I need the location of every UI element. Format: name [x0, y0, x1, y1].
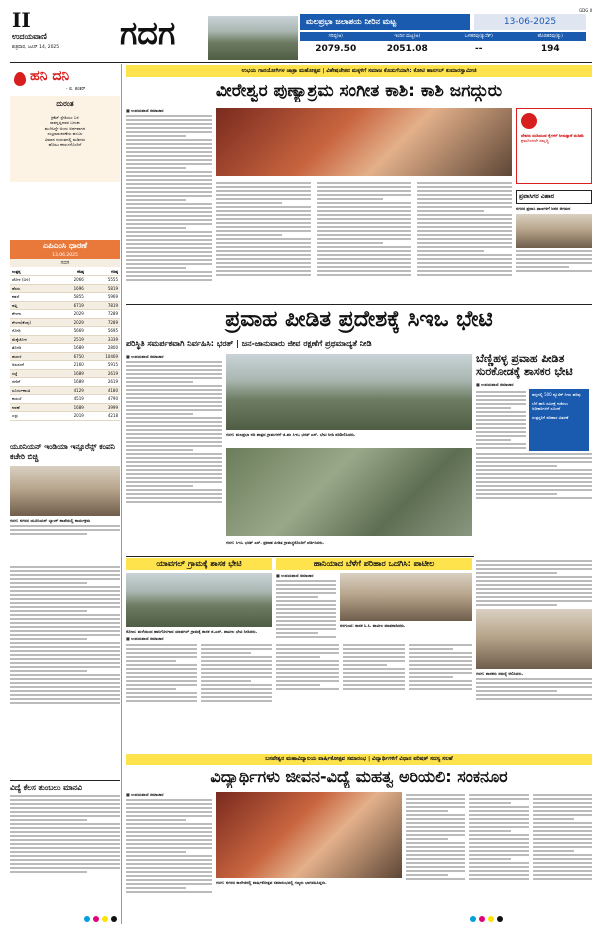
education-photo [216, 792, 402, 878]
flood-col1 [126, 354, 222, 554]
apmc-max-price: 5819 [86, 284, 120, 293]
apmc-commodity: ಗೋಧಿ [10, 327, 57, 336]
education-caption: ಗದಗ: ನಗರದ ಕಾಲೇಜಿನಲ್ಲಿ ವಾರ್ಷಿಕೋತ್ಸವ ಸಮಾರಂಭದಲ್ಲಿ ಗಣ್ಯರು ಭಾಗವಹಿಸಿದ್ದರು. [216, 880, 327, 885]
apmc-max-price: 3999 [86, 403, 120, 412]
factbox-item: ಬೆಳೆ ಹಾನಿ ಸಮೀಕ್ಷೆ ನಡೆಸಲು ಅಧಿಕಾರಿಗಳಿಗೆ ಸೂಚನೆ [532, 400, 569, 412]
reservoir-panel [300, 8, 592, 62]
masthead-divider [10, 62, 592, 63]
apmc-commodity: ಹತ್ತಿ [10, 301, 57, 310]
apmc-min-price: 5855 [57, 293, 86, 302]
top-story-body [216, 180, 512, 300]
reservoir-value: -- [475, 44, 483, 54]
apmc-max-price: 4790 [86, 395, 120, 404]
apmc-max-price: 2619 [86, 378, 120, 387]
apmc-max-price: 4218 [86, 412, 120, 421]
union-bank-headline: ಯೂನಿಯನ್ ಇಂಡಿಯಾ ಇನ್ಸೂರೆನ್ಸ್ ಕಂಪನಿ ಕಚೇರಿ ಬಿಚ್ಚಿ [10, 442, 115, 461]
apmc-row [10, 378, 120, 387]
apmc-title: ಎಪಿಎಂಸಿ ಧಾರಣೆ [10, 240, 120, 252]
yavagal-photo [126, 573, 272, 627]
apmc-commodity: ತೊಗರಿ [10, 344, 57, 353]
factbox-item: ಹಳ್ಳದಲ್ಲಿ 500 ಕ್ಯೂಸೆಕ್ ನೀರು ಹರಿವು [532, 392, 581, 398]
brief-text: ನಗರದ ಪ್ರವಾಸಿ ತಾಣಗಳಿಗೆ ಜನರ ಆಗಮನ [516, 206, 571, 211]
education-headline: ವಿದ್ಯಾರ್ಥಿಗಳು ಜೀವನ-ವಿದ್ಯೆ ಮಹತ್ವ ಅರಿಯಲಿ: ಸಂಕನೂರ [210, 767, 508, 786]
apmc-row [10, 335, 120, 344]
union-bank-article [10, 442, 120, 562]
apmc-commodity: ಸೂರ್ಯಕಾಂತಿ [10, 386, 57, 395]
top-story-headline: ವೀರೇಶ್ವರ ಪುಣ್ಯಾಶ್ರಮ ಸಂಗೀತ ಕಾಶಿ: ಕಾಶಿ ಜಗದ್ಗುರು [215, 81, 503, 101]
top-story-byline: ■ ಉದಯವಾಣಿ ಸಮಾಚಾರ [126, 108, 164, 113]
apmc-row [10, 369, 120, 378]
apmc-row [10, 403, 120, 412]
reservoir-value: 2051.08 [386, 44, 428, 54]
apmc-table [10, 267, 120, 421]
apmc-max-price: 2800 [86, 344, 120, 353]
apmc-max-price: 10469 [86, 352, 120, 361]
patil-headline: ಹಾನಿಯಾದ ಬೆಳೆಗೆ ಪರಿಹಾರ ಒದಗಿಸಿ: ಪಾಟೀಲ [276, 558, 472, 570]
vidya-article [10, 780, 120, 920]
page-code: GDG II [579, 8, 592, 13]
yavagal-caption: ರೋಣ: ಮಳೆಯಿಂದ ಹಾನಿಗೊಳಗಾದ ಯಾವಗಲ್ ಗ್ರಾಮಕ್ಕೆ ಶಾಸಕ ಜಿ.ಎಸ್. ಪಾಟೀಲ ಭೇಟಿ ನೀಡಿದರು. [126, 629, 258, 634]
apmc-header: ಗರಿಷ್ಠ [86, 267, 120, 276]
patil-photo-2 [476, 609, 592, 669]
apmc-header: ಉತ್ಪನ್ನ [10, 267, 57, 276]
paper-name: ಉದಯವಾಣಿ [12, 32, 47, 41]
bennihalla-factbox [529, 389, 589, 451]
ad-box [516, 108, 592, 184]
reservoir-value-row [300, 42, 586, 56]
hani-dani-author: - ಬಿ. ಶಂಕರ್ [66, 87, 86, 92]
apmc-row [10, 386, 120, 395]
reservoir-header: ಗರಿಷ್ಠ(ಅ) [328, 34, 343, 39]
quote-line: ಸಾವನ್ನಪ್ಪಿದವರ ಬದುಕು [50, 120, 80, 126]
apmc-row [10, 318, 120, 327]
apmc-min-price: 6750 [57, 352, 86, 361]
apmc-min-price: 6719 [57, 301, 86, 310]
apmc-row [10, 293, 120, 302]
patil-byline: ■ ಉದಯವಾಣಿ ಸಮಾಚಾರ [276, 573, 314, 578]
apmc-commodity: ಕುಸುಬೆ [10, 395, 57, 404]
quote-line: ಹೊರಟ ಕನಸುಗಳೊಂದಿಗೆ [48, 142, 82, 148]
apmc-date: 13.06.2025 [10, 252, 120, 259]
apmc-min-price: 2519 [57, 335, 86, 344]
apmc-commodity: ಮೆಕ್ಕೆಜೋಳ [10, 335, 57, 344]
apmc-row [10, 301, 120, 310]
reservoir-photo [208, 16, 298, 60]
flood-photo-1 [226, 354, 472, 430]
patil-photo [340, 573, 472, 621]
sidebar [10, 64, 122, 924]
apmc-min-price: 2066 [57, 276, 86, 285]
hani-dani-box [10, 66, 120, 94]
apmc-row [10, 276, 120, 285]
drop-icon [14, 72, 26, 86]
masthead [10, 8, 592, 62]
factbox-item: ಸಂತ್ರಸ್ತರಿಗೆ ಪರಿಹಾರ ವಿತರಣೆ [532, 414, 569, 420]
reservoir-value: 194 [540, 44, 560, 54]
reservoir-header: ಹೊರಹರಿವು(ಕ್ಯು) [537, 34, 563, 39]
apmc-row [10, 395, 120, 404]
apmc-row [10, 310, 120, 319]
union-bank-subhead: ಗದಗ: ನಗರದ ಯೂನಿಯನ್ ಬ್ಯಾಂಕ್ ಶಾಖೆಯಲ್ಲಿ ಕಾರ್ಯಕ್ರಮ [10, 518, 91, 523]
apmc-min-price: 1689 [57, 378, 86, 387]
apmc-max-price: 5915 [86, 361, 120, 370]
apmc-min-price: 2029 [57, 310, 86, 319]
registration-marks-right [470, 916, 503, 922]
reservoir-title: ಮಲಪ್ರಭಾ ಜಲಾಶಯ ನೀರಿನ ಮಟ್ಟ [300, 14, 470, 30]
apmc-max-price: 5695 [86, 327, 120, 336]
ad-line: ದೇವರು ದುಡಿಯುವ ಕೈಗಳಿಗೆ ನೀಡುತ್ತಾನೆ ದುಡಿಮೆ [521, 133, 585, 138]
quote-heading: ದುರಂತ [56, 100, 74, 108]
apmc-commodity: ಅಲಸಂದೆ [10, 361, 57, 370]
apmc-commodity: ಸಜ್ಜೆ [10, 369, 57, 378]
apmc-row [10, 412, 120, 421]
page-number: II [12, 8, 31, 32]
yavagal-article [126, 558, 272, 748]
middle-rule [126, 556, 474, 557]
apmc-min-price: 2019 [57, 412, 86, 421]
yavagal-byline: ■ ಉದಯವಾಣಿ ಸಮಾಚಾರ [126, 636, 164, 642]
ad-emblem-icon [521, 113, 537, 129]
apmc-max-price: 2619 [86, 369, 120, 378]
top-story-photo [216, 108, 512, 176]
brief-title: ಪ್ರವಾಸಿಗರ ವಿಹಾರ [516, 190, 592, 204]
apmc-min-price: 2029 [57, 318, 86, 327]
apmc-commodity: ಶೇಂಗಾ [10, 310, 57, 319]
apmc-row [10, 361, 120, 370]
apmc-box [10, 240, 120, 436]
education-body [406, 792, 592, 918]
quote-box [10, 96, 120, 182]
flood-photo-2 [226, 448, 472, 536]
quote-line: ಕ್ರಿಕೆಟ್ ಸ್ಟೇಡಿಯಂ ಬಳಿ [51, 115, 79, 120]
apmc-row [10, 284, 120, 293]
apmc-row [10, 352, 120, 361]
hani-dani-title: ಹನಿ ದನಿ [30, 68, 70, 84]
brief-box [516, 190, 592, 300]
apmc-commodity: ಶೇಂಗಾ(ಕೆಂಪು) [10, 318, 57, 327]
apmc-max-price: 5555 [86, 276, 120, 285]
apmc-max-price: 3339 [86, 335, 120, 344]
bennihalla-article [476, 352, 592, 552]
apmc-max-price: 7289 [86, 310, 120, 319]
reservoir-header: ಒಳಹರಿವು(ಕ್ಯುಸೆಕ್) [464, 34, 493, 39]
city-title: ಗದಗ [120, 14, 176, 52]
flood-caption-2: ಗದಗ: ಸಿಇಒ ಭರತ್ ಎಸ್. ಪ್ರವಾಹ ಪೀಡಿತ ಗ್ರಾಮಸ್ಥರೊಂದಿಗೆ ಚರ್ಚಿಸಿದರು. [226, 540, 324, 545]
apmc-min-price: 5669 [57, 327, 86, 336]
flood-top-rule [126, 304, 592, 305]
brief-photo [516, 214, 592, 248]
apmc-row [10, 344, 120, 353]
apmc-city: ಗದಗ [10, 259, 120, 267]
flood-headline: ಪ್ರವಾಹ ಪೀಡಿತ ಪ್ರದೇಶಕ್ಕೆ ಸಿಇಒ ಭೇಟಿ [225, 307, 493, 332]
patil-caption-2: ಗದಗ: ಶಾಸಕರು ಸಮಸ್ಯೆ ಆಲಿಸಿದರು. [476, 671, 524, 676]
registration-marks-left [84, 916, 117, 922]
bennihalla-headline: ಬೆಣ್ಣಿಹಳ್ಳ ಪ್ರವಾಹ ಪೀಡಿತ ಸುರಕೋಡಕ್ಕೆ ಶಾಸಕರ ಭೇಟಿ [476, 352, 573, 378]
apmc-max-price: 5969 [86, 293, 120, 302]
apmc-commodity: ನವಣೆ [10, 403, 57, 412]
sidebar-body-text [10, 564, 120, 774]
apmc-min-price: 4129 [57, 386, 86, 395]
apmc-min-price: 4519 [57, 395, 86, 404]
apmc-min-price: 1689 [57, 344, 86, 353]
apmc-header: ಕನಿಷ್ಠ [57, 267, 86, 276]
ad-line: ಶ್ರಮದಿಂದಲೇ ಸಮೃದ್ಧಿ [521, 138, 549, 144]
quote-line: ವಿಮಾನ ದುರಂತದಲ್ಲಿ ಮಡಿದರು [44, 136, 86, 142]
apmc-min-price: 1689 [57, 369, 86, 378]
apmc-commodity: ಹೆಸರು [10, 284, 57, 293]
apmc-commodity: ಜೋಳ (ಬಿಳಿ) [10, 276, 57, 285]
education-byline: ■ ಉದಯವಾಣಿ ಸಮಾಚಾರ [126, 792, 164, 797]
apmc-commodity: ಕಡಲೆ [10, 293, 57, 302]
apmc-max-price: 7819 [86, 301, 120, 310]
apmc-min-price: 1696 [57, 284, 86, 293]
apmc-row [10, 327, 120, 336]
apmc-commodity: ಎಳ್ಳು [10, 412, 57, 421]
apmc-max-price: 7289 [86, 318, 120, 327]
vidya-headline: ವಿದ್ಯೆ ಕೆಲಸ ತುಂಬಲು ಮಾನವಿ [10, 780, 120, 793]
apmc-commodity: ಹುರುಳಿ [10, 352, 57, 361]
union-bank-photo [10, 466, 120, 516]
right-photo-article [476, 558, 592, 748]
flood-caption-1: ಗದಗ: ಮಲಪ್ರಭಾ ನದಿ ಪಾತ್ರದ ಗ್ರಾಮಗಳಿಗೆ ಜಿ.ಪಂ ಸಿಇಒ ಭರತ್ ಎಸ್. ಭೇಟಿ ನೀಡಿ ಪರಿಶೀಲಿಸಿದರು. [226, 432, 356, 437]
flood-subhead: ಪರಿಸ್ಥಿತಿ ಸಮರ್ಪಕವಾಗಿ ನಿರ್ವಹಿಸಿ: ಭರತ್ | ಜನ-ಜಾನುವಾರು ಜೀವ ರಕ್ಷಣೆಗೆ ಪ್ರಥಮಾದ್ಯತೆ ನೀಡಿ [126, 339, 372, 348]
education-col1 [126, 792, 212, 918]
quote-line: ಸಂಭ್ರಮಾಚರಣೆಯ ಹಂಬಲ [47, 131, 83, 137]
bennihalla-byline: ■ ಉದಯವಾಣಿ ಸಮಾಚಾರ [476, 382, 514, 387]
reservoir-header-row [300, 32, 586, 41]
apmc-min-price: 2160 [57, 361, 86, 370]
yavagal-headline: ಯಾವಗಲ್ ಗ್ರಾಮಕ್ಕೆ ಶಾಸಕ ಭೇಟಿ [126, 558, 272, 570]
quote-line: ಮುಗಿಸಿದ್ದೇ ಅಂದು ಅರ್ಥವಾಗದ [44, 125, 86, 131]
top-story-kicker: ಉಭಯ ಗಾನಯೋಗಿಗಳ ಜಾತ್ರಾ ಮಹೋತ್ಸವ | ವಿಶೇಷಚೇತನ ಮಕ್ಕಳಿಗೆ ಸಮಾಜ ಕೊಡುಗೆಯಾಗಿ: ಕೋಟಿ ಹಾನಗಲ್ ಕುಮಾರಸ್ವಾಮೀಜಿ [126, 65, 592, 77]
reservoir-value: 2079.50 [315, 44, 357, 54]
apmc-max-price: 4180 [86, 386, 120, 395]
education-kicker: ಬಸವೇಶ್ವರ ಮಹಾವಿದ್ಯಾಲಯ ವಾರ್ಷಿಕೋತ್ಸವ ಸಮಾರಂಭ | ವಿದ್ಯಾರ್ಥಿಗಳಿಗೆ ವಿಧಾನ ಪರಿಷತ್ ಸದಸ್ಯ ಸಲಹೆ [126, 754, 592, 765]
reservoir-date: 13-06-2025 [474, 14, 586, 30]
patil-caption: ನರಗುಂದ: ಶಾಸಕ ಸಿ.ಸಿ. ಪಾಟೀಲ ಮಾತನಾಡಿದರು. [340, 623, 406, 628]
patil-article [276, 558, 472, 748]
reservoir-header: ಇಂದಿನ ಮಟ್ಟ(ಅ) [394, 34, 421, 39]
apmc-min-price: 1689 [57, 403, 86, 412]
flood-byline: ■ ಉದಯವಾಣಿ ಸಮಾಚಾರ [126, 354, 164, 359]
apmc-commodity: ಜೀರಿಗೆ [10, 378, 57, 387]
edition-date: ಶುಕ್ರವಾರ, ಜೂನ್ 14, 2025 [12, 45, 60, 50]
